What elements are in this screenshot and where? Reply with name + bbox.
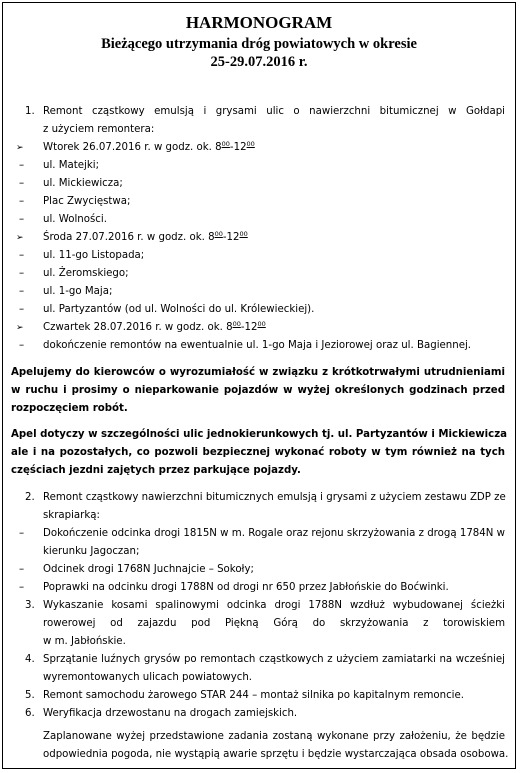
appeal-2-line-3: częściach jezdni zajętych przez parkujące pojazdy. (11, 465, 301, 476)
list-item: Plac Zwycięstwa; (43, 196, 131, 207)
closing-line-2: odpowiednia pogoda, nie wystąpią awarie sprzętu i będzie wystarczająca obsada osobowa. (43, 749, 509, 760)
list-item: ul. Mickiewicza; (43, 178, 123, 189)
section-1-line-2: z użyciem remontera: (43, 124, 155, 135)
list-number: 6. (25, 708, 35, 719)
list-item: ul. Wolności. (43, 214, 107, 225)
list-item: ul. Żeromskiego; (43, 268, 129, 279)
section-2-line-2: skrapiarką: (43, 510, 100, 521)
appeal-2-line-1: Apel dotyczy w szczególności ulic jednokierunkowych tj. ul. Partyzantów i Mickiewicza (11, 429, 508, 440)
dash-bullet-icon: – (19, 304, 25, 315)
document-title: HARMONOGRAM (185, 13, 333, 32)
list-item: dokończenie remontów na ewentualnie ul. 1-go Maja i Jeziorowej oraz ul. Bagiennej. (43, 340, 472, 351)
dash-bullet-icon: – (19, 214, 25, 225)
list-number: 1. (25, 106, 35, 117)
list-item: ul. Matejki; (43, 160, 100, 171)
section-2-line-1: Remont cząstkowy nawierzchni bitumicznych emulsją i grysami z użyciem zestawu ZDP ze (43, 492, 506, 503)
section-3-line-2: rowerowej od zajazdu pod Piękną Górą do skrzyżowania z torowiskiem (43, 618, 505, 629)
list-item: ul. 1-go Maja; (43, 286, 113, 297)
schedule-day-2: Środa 27.07.2016 r. w godz. ok. $8^{00}-12^{00}$ (43, 230, 248, 243)
appeal-1-line-2: w ruchu i prosimy o nieparkowanie pojazdów w wyżej określonych godzinach przed (11, 385, 505, 396)
section-1-line-1: Remont cząstkowy emulsją i grysami ulic o nawierzchni bitumicznej w Gołdapi (43, 106, 505, 117)
dash-bullet-icon: – (19, 564, 25, 575)
closing-line-1: Zaplanowane wyżej przedstawione zadania zostaną wykonane przy założeniu, że będzie (43, 731, 505, 742)
dash-bullet-icon: – (19, 268, 25, 279)
section-6-text: Weryfikacja drzewostanu na drogach zamiejskich. (43, 708, 298, 719)
list-item-continuation: kierunku Jagoczan; (43, 546, 140, 557)
appeal-1-line-3: rozpoczęciem robót. (11, 403, 128, 414)
schedule-day-1: Wtorek 26.07.2016 r. w godz. ok. $8^{00}-12^{00}$ (43, 140, 255, 153)
list-item: Odcinek drogi 1768N Juchnajcie – Sokoły; (43, 564, 254, 575)
list-number: 5. (25, 690, 35, 701)
section-4-line-2: wyremontowanych ulicach powiatowych. (43, 672, 253, 683)
list-item: ul. 11-go Listopada; (43, 250, 145, 261)
list-item: Dokończenie odcinka drogi 1815N w m. Rogale oraz rejonu skrzyżowania z drogą 1784N w (43, 528, 505, 539)
appeal-1-line-1: Apelujemy do kierowców o wyrozumiałość w związku z krótkotrwałymi utrudnieniami (11, 367, 505, 378)
schedule-day-3: Czwartek 28.07.2016 r. w godz. ok. $8^{00}-12^{00}$ (43, 320, 266, 333)
dash-bullet-icon: – (19, 196, 25, 207)
arrow-bullet-icon: ➢ (16, 143, 24, 153)
dash-bullet-icon: – (19, 160, 25, 171)
dash-bullet-icon: – (19, 286, 25, 297)
list-number: 2. (25, 492, 35, 503)
dash-bullet-icon: – (19, 528, 25, 539)
document-page (2, 2, 516, 769)
dash-bullet-icon: – (19, 250, 25, 261)
section-5-text: Remont samochodu żarowego STAR 244 – montaż silnika po kapitalnym remoncie. (43, 690, 465, 701)
document-date-range: 25-29.07.2016 r. (210, 54, 308, 70)
dash-bullet-icon: – (19, 340, 25, 351)
dash-bullet-icon: – (19, 582, 25, 593)
section-4-line-1: Sprzątanie luźnych grysów po remontach cząstkowych z użyciem zamiatarki na wcześniej (43, 654, 505, 665)
document-subtitle: Bieżącego utrzymania dróg powiatowych w okresie (101, 36, 417, 52)
arrow-bullet-icon: ➢ (16, 323, 24, 333)
list-item: ul. Partyzantów (od ul. Wolności do ul. Królewieckiej). (43, 304, 315, 315)
arrow-bullet-icon: ➢ (16, 233, 24, 243)
dash-bullet-icon: – (19, 178, 25, 189)
list-number: 3. (25, 600, 35, 611)
list-number: 4. (25, 654, 35, 665)
section-3-line-3: w m. Jabłońskie. (43, 636, 126, 647)
section-3-line-1: Wykaszanie kosami spalinowymi odcinka drogi 1788N wzdłuż wybudowanej ścieżki (43, 600, 505, 611)
list-item: Poprawki na odcinku drogi 1788N od drogi nr 650 przez Jabłońskie do Boćwinki. (43, 582, 449, 593)
appeal-2-line-2: ale i na pozostałych, co pozwoli bezpiecznej wykonać roboty w tym również na tych (11, 447, 505, 458)
